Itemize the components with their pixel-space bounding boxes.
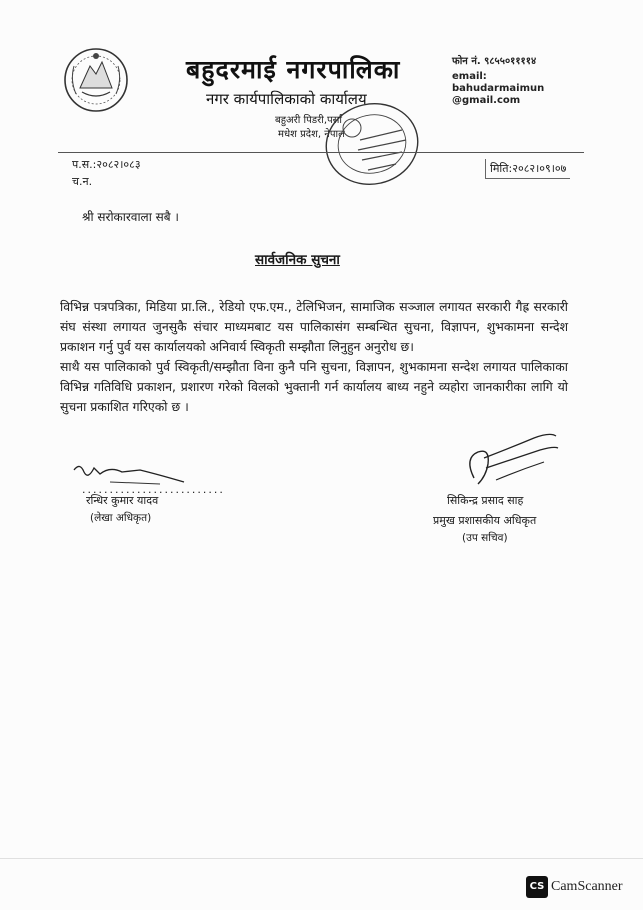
right-signatory-title: प्रमुख प्रशासकीय अधिकृत (433, 514, 537, 527)
letter-date: मिति:२०८२।०९।०७ (485, 159, 570, 179)
body-paragraph-1: विभिन्न पत्रपत्रिका, मिडिया प्रा.लि., रेडियो एफ.एम., टेलिभिजन, सामाजिक सञ्जाल लगायत सरकारी गैह्र सरकारी संघ संस्था लगायत जुनसुकै संचार माध्यमबाट यस पालिकासंग सम्बन्धित सुचना, विज्ञापन, शुभकामना सन्देश प्रकाशन गर्नु पुर्व यस कार्यालयको अनिवार्य स्विकृती सम्झौता लिनुहुन अनुरोध छ। (60, 299, 568, 354)
right-signatory-name: सिकिन्द्र प्रसाद साह (447, 494, 524, 507)
dispatch-number: च.न. (72, 175, 93, 188)
address-line-2: मधेश प्रदेश, नेपाल (278, 129, 345, 140)
email-domain: @gmail.com (452, 95, 521, 106)
recipient: श्री सरोकारवाला सबै । (82, 210, 179, 224)
reference-number: प.स.:२०८२।०८३ (72, 158, 141, 171)
letter-body (60, 297, 568, 418)
subject: सार्वजनिक सुचना (255, 252, 340, 268)
address-line-1: बहुअरी पिडरी,पर्सा (275, 115, 343, 126)
camscanner-logo-icon: CS (526, 876, 548, 898)
signature-left-dots: .......................... (82, 483, 225, 496)
header-divider (58, 152, 584, 153)
signature-right-icon (460, 428, 560, 490)
email-user: bahudarmaimun (452, 83, 545, 94)
office-name: नगर कार्यपालिकाको कार्यालय (206, 90, 367, 108)
camscanner-watermark: CamScanner (551, 879, 623, 894)
office-stamp-icon (322, 100, 422, 188)
email-label: email: (452, 71, 487, 82)
body-paragraph-2: साथै यस पालिकाको पुर्व स्विकृती/सम्झौता विना कुनै पनि सुचना, विज्ञापन, शुभकामना सन्देश लगायत पालिकाका विभिन्न गतिविधि प्रकाशन, प्रशारण गरेको विलको भुक्तानी गर्न कार्यालय बाध्य नहुने व्यहोरा जानकारीका लागि यो सुचना प्रकाशित गरिएको छ । (60, 359, 568, 414)
left-signatory-name: रन्धिर कुमार यादव (86, 494, 159, 507)
left-signatory-title: (लेखा अधिकृत) (90, 512, 152, 524)
right-signatory-rank: (उप सचिव) (462, 532, 508, 544)
nepal-emblem-icon (62, 44, 130, 116)
phone-number: फोन नं. ९८५५०११११४ (452, 56, 537, 67)
org-name: बहुदरमाई नगरपालिका (186, 55, 401, 84)
page-bottom-edge (0, 858, 643, 859)
contact-block (452, 56, 544, 107)
